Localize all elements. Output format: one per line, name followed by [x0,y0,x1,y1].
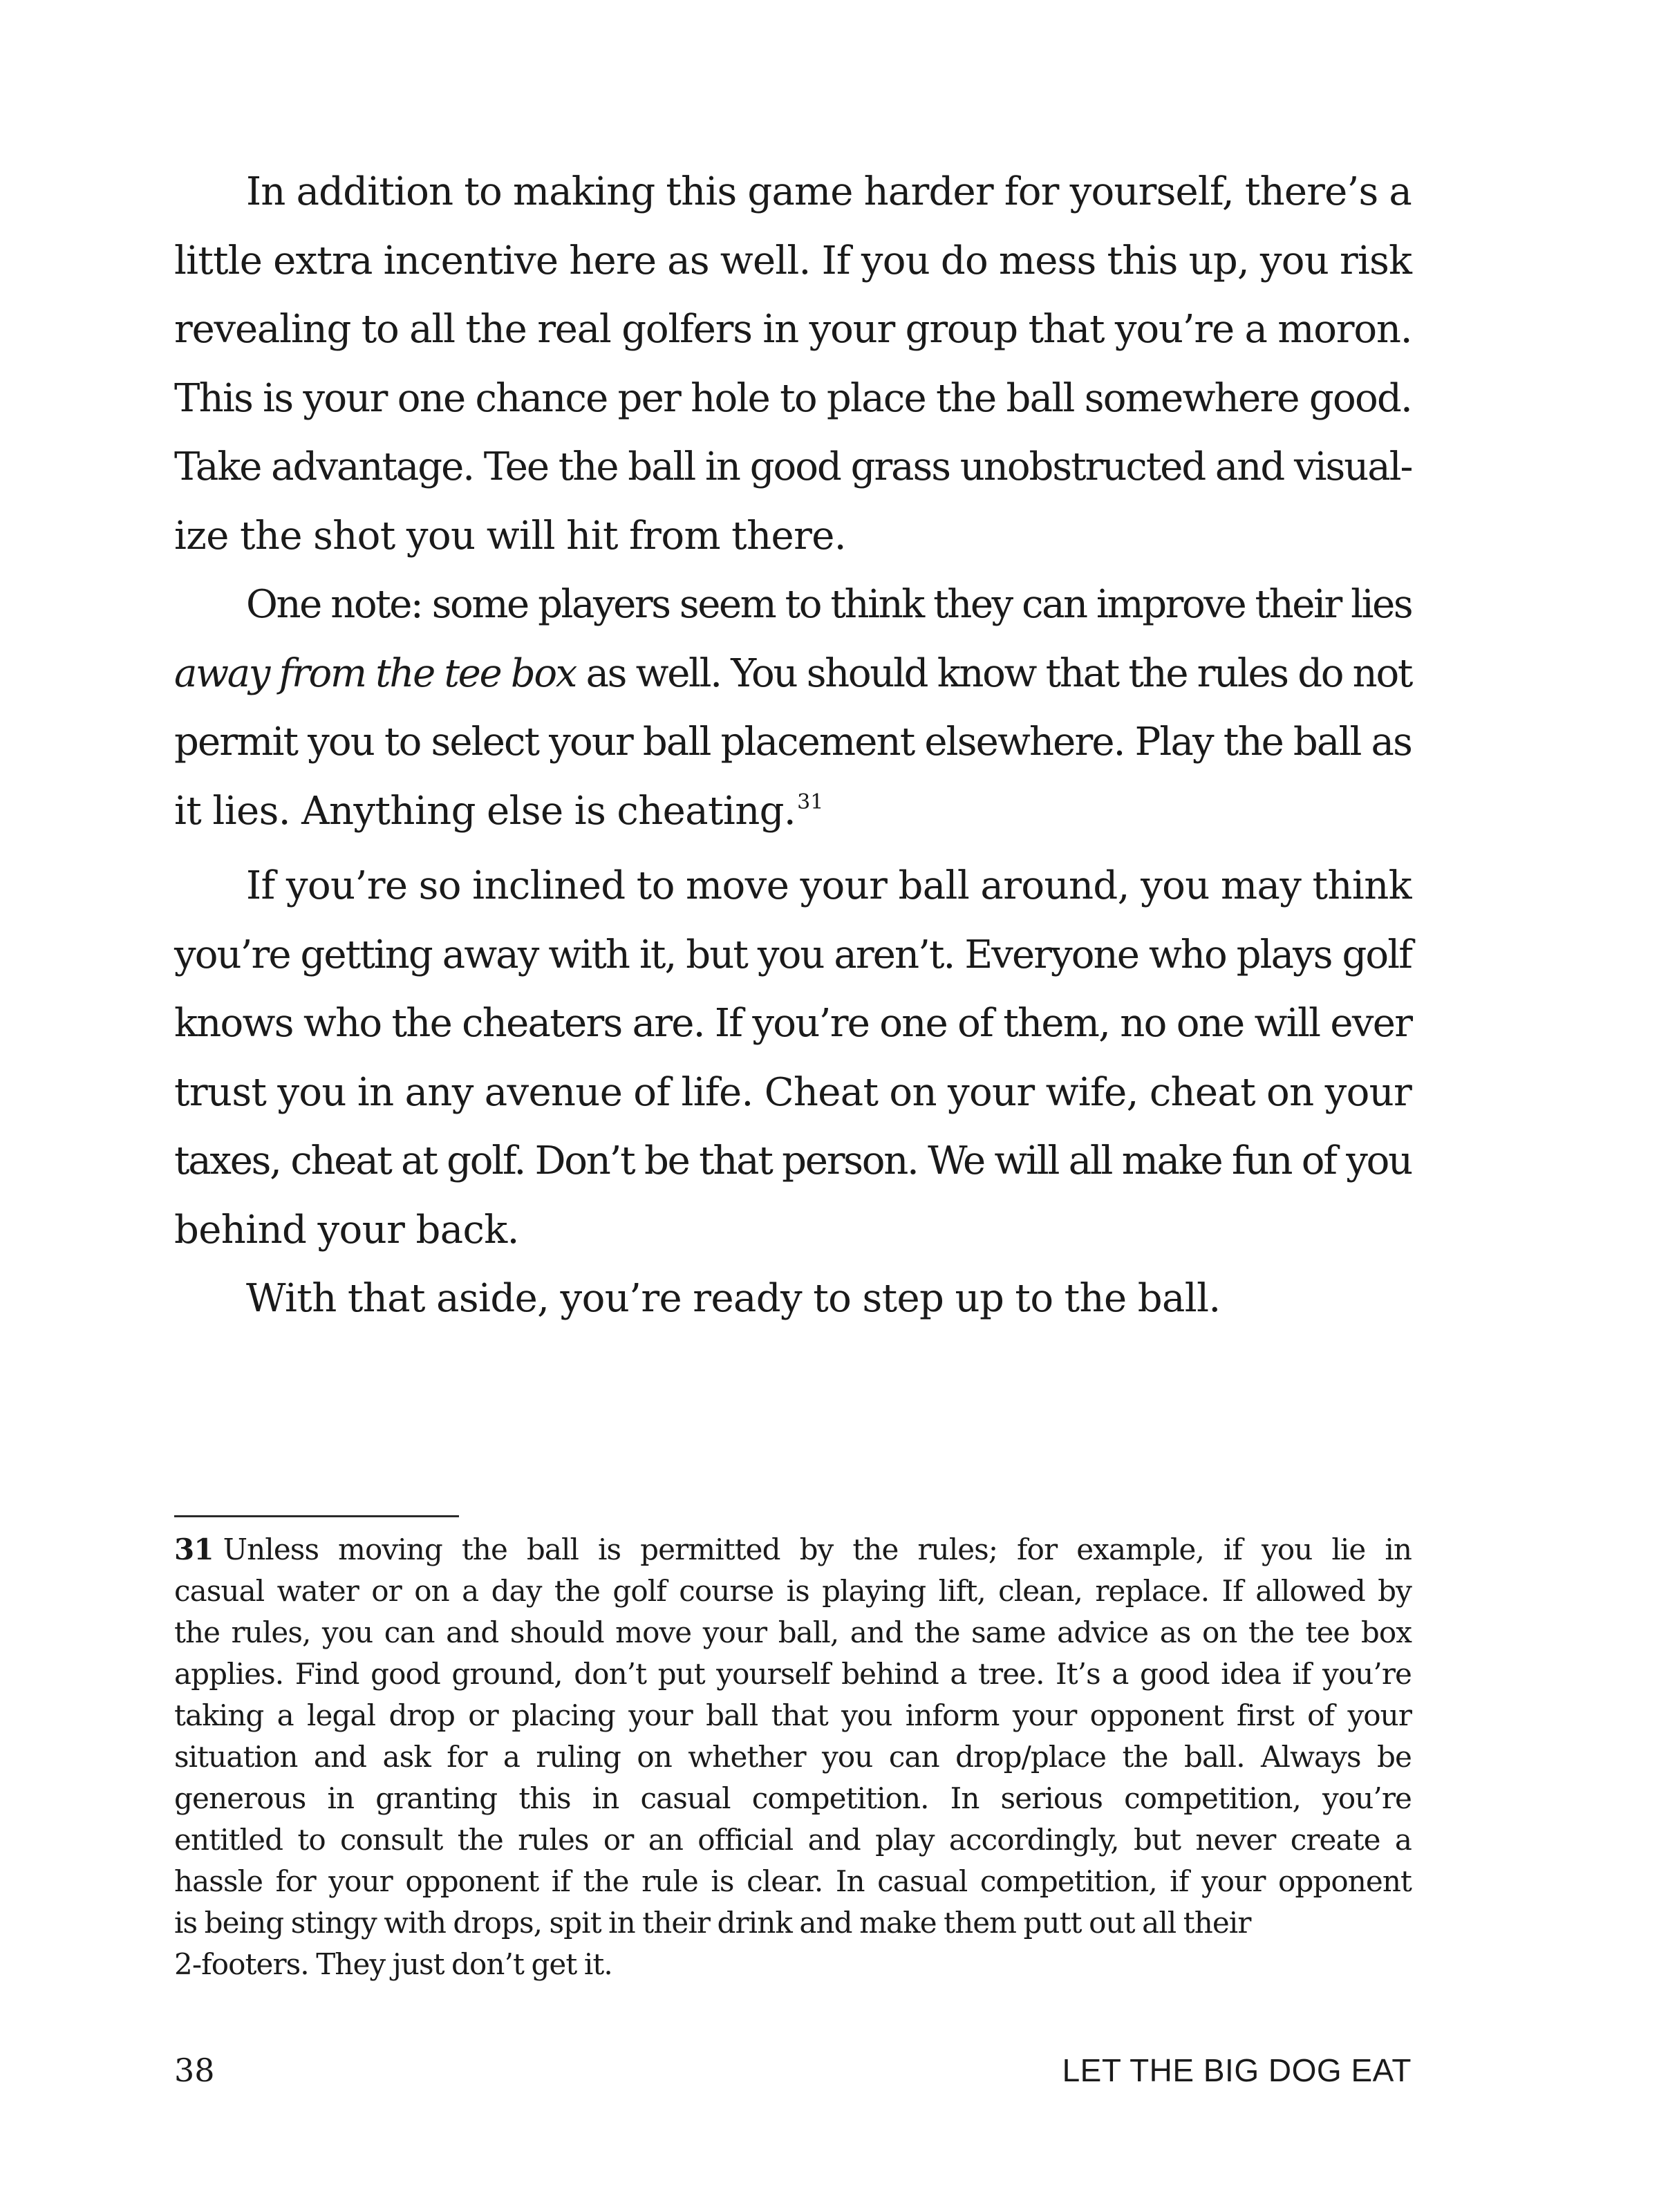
text-line: taxes, cheat at golf. Don’t be that person. We will all make fun of you [174,1138,1412,1183]
paragraph-2 [174,570,1412,852]
text-line: In addition to making this game harder for yourself, there’s a [246,169,1412,214]
footnote-line: situation and ask for a ruling on whether you can drop/place the ball. Always be [174,1740,1412,1774]
footnote-line: taking a legal drop or placing your ball that you inform your opponent first of your [174,1698,1412,1732]
text-line: If you’re so inclined to move your ball around, you may think [246,863,1412,908]
italic-phrase: away from the tee box [174,650,577,696]
footnote-line: the rules, you can and should move your ball, and the same advice as on the tee box [174,1615,1412,1649]
text-line-rest: as well. You should know that the rules do not [576,650,1412,696]
footnote-line: generous in granting this in casual competition. In serious competition, you’re [174,1781,1412,1815]
footnote [174,1529,1412,1985]
text-line: With that aside, you’re ready to step up to the ball. [246,1276,1221,1321]
text-line [174,639,1412,709]
footnote-line-text: Unless moving the ball is permitted by the rules; for example, if you lie in [223,1533,1412,1566]
text-line [174,777,1412,852]
text-line: little extra incentive here as well. If you do mess this up, you risk [174,238,1412,283]
text-line: behind your back. [174,1207,519,1253]
text-line-content: it lies. Anything else is cheating. [174,788,796,834]
text-line: trust you in any avenue of life. Cheat on your wife, cheat on your [174,1069,1412,1115]
text-line: One note: some players seem to think they can improve their lies [246,582,1412,627]
page-number: 38 [174,2052,215,2089]
footnote-line: applies. Find good ground, don’t put yourself behind a tree. It’s a good idea if you’re [174,1657,1412,1691]
footnote-line: casual water or on a day the golf course is playing lift, clean, replace. If allowed by [174,1574,1412,1608]
footnote-line: hassle for your opponent if the rule is clear. In casual competition, if your opponent [174,1864,1412,1898]
main-text [174,158,1412,1333]
text-line: This is your one chance per hole to place the ball somewhere good. [174,375,1412,421]
footnote-line [174,1529,1412,1571]
text-line: ize the shot you will hit from there. [174,513,846,559]
footnote-number: 31 [174,1533,214,1566]
page-footer [174,2046,1412,2094]
paragraph-1 [174,158,1412,570]
paragraph-4 [174,1264,1412,1333]
text-line: permit you to select your ball placement elsewhere. Play the ball as [174,720,1412,765]
footnote-reference[interactable]: 31 [797,789,824,814]
paragraph-3 [174,852,1412,1264]
text-line: knows who the cheaters are. If you’re one of them, no one will ever [174,1001,1412,1046]
footnote-line: entitled to consult the rules or an official and play accordingly, but never create a [174,1823,1412,1857]
footnote-line: is being stingy with drops, spit in their drink and make them putt out all their [174,1906,1251,1940]
text-line: you’re getting away with it, but you aren’t. Everyone who plays golf [174,932,1412,977]
text-line: revealing to all the real golfers in your group that you’re a moron. [174,307,1412,352]
text-line: Take advantage. Tee the ball in good grass unobstructed and visual- [174,444,1412,489]
footnote-line: 2-footers. They just don’t get it. [174,1947,612,1981]
running-head: LET THE BIG DOG EAT [1062,2052,1412,2088]
footnote-divider [174,1515,459,1517]
